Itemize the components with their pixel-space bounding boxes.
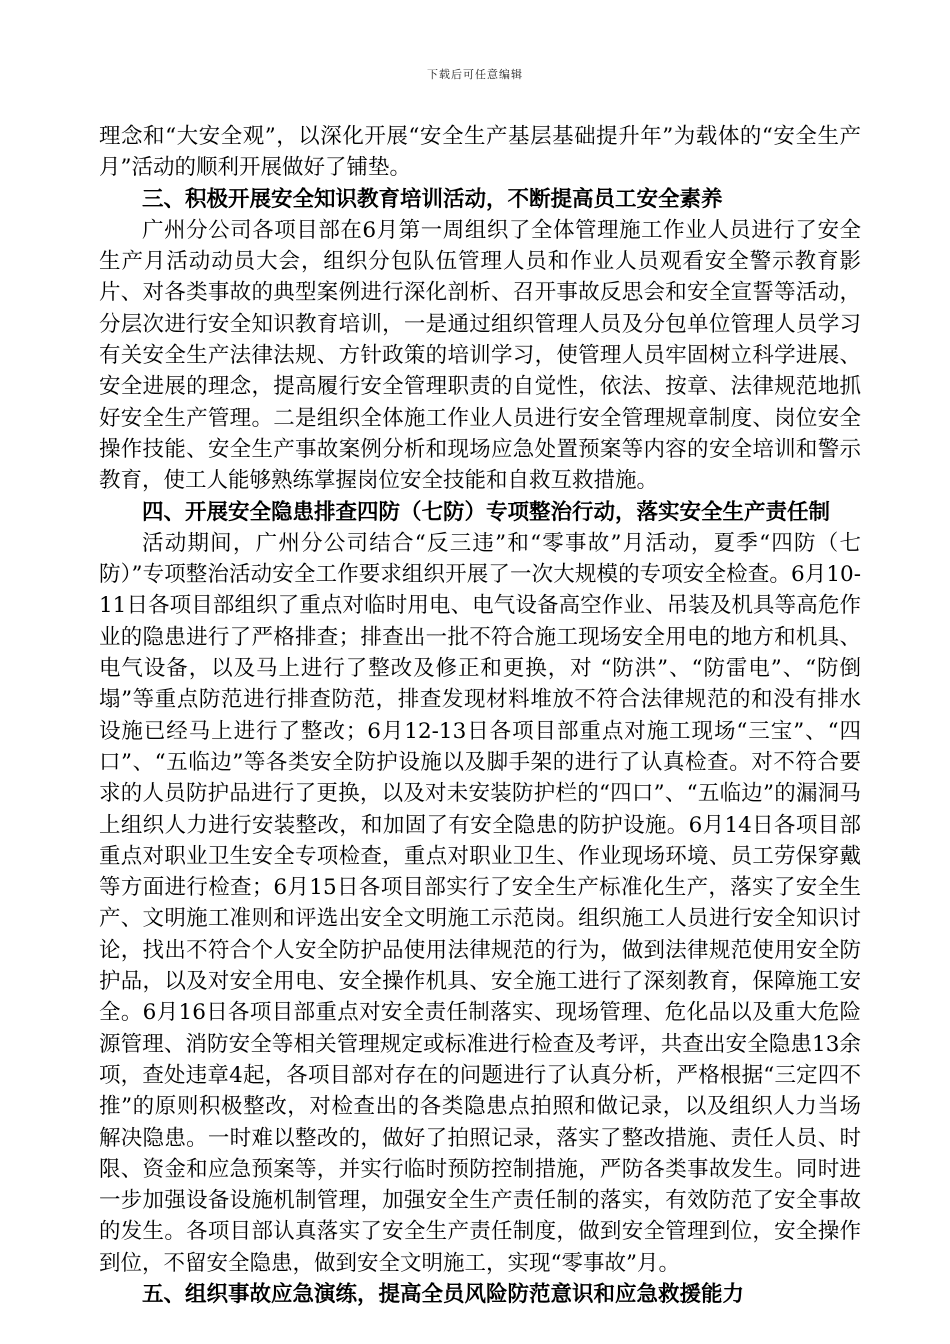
- paragraph-continuation: 理念和“大安全观”，以深化开展“安全生产基层基础提升年”为载体的“安全生产月”活动的顺利开展做好了铺垫。: [99, 124, 861, 181]
- page-header: 下载后可任意编辑: [427, 68, 523, 81]
- section-heading-5: 五、组织事故应急演练，提高全员风险防范意识和应急救援能力: [142, 1281, 745, 1307]
- paragraph-training: 广州分公司各项目部在6月第一周组织了全体管理施工作业人员进行了安全生产月活动动员大会，组织分包队伍管理人员和作业人员观看安全警示教育影片、对各类事故的典型案例进行深化剖析、召开事故反思会和安全宣誓等活动，分层次进行安全知识教育培训，一是通过组织管理人员及分包单位管理人员学习有关安全生产法律法规、方针政策的培训学习，使管理人员牢固树立科学进展、安全进展的理念，提高履行安全管理职责的自觉性，依法、按章、法律规范地抓好安全生产管理。二是组织全体施工作业人员进行安全管理规章制度、岗位安全操作技能、安全生产事故案例分析和现场应急处置预案等内容的安全培训和警示教育，使工人能够熟练掌握岗位安全技能和自救互救措施。: [99, 217, 861, 494]
- section-heading-4: 四、开展安全隐患排查四防（七防）专项整治行动，落实安全生产责任制: [142, 499, 831, 525]
- paragraph-inspection: 活动期间，广州分公司结合“反三违”和“零事故”月活动，夏季“四防（七防）”专项整治活动安全工作要求组织开展了一次大规模的专项安全检查。6月10-11日各项目部组织了重点对临时用电、电气设备高空作业、吊装及机具等高危作业的隐患进行了严格排查；排查出一批不符合施工现场安全用电的地方和机具、电气设备，以及马上进行了整改及修正和更换，对 “防洪”、“防雷电”、“防倒塌”等重点防范进行排查防范，排查发现材料堆放不符合法律规范的和没有排水设施已经马上进行了整改；6月12-13日各项目部重点对施工现场“三宝”、“四口”、“五临边”等各类安全防护设施以及脚手架的进行了认真检查。对不符合要求的人员防护品进行了更换，以及对未安装防护栏的“四口”、“五临边”的漏洞马上组织人力进行安装整改，和加固了有安全隐患的防护设施。6月14日各项目部重点对职业卫生安全专项检查，重点对职业卫生、作业现场环境、员工劳保穿戴等方面进行检查；6月15日各项目部实行了安全生产标准化生产，落实了安全生产、文明施工准则和评选出安全文明施工示范岗。组织施工人员进行安全知识讨论，找出不符合个人安全防护品使用法律规范的行为，做到法律规范使用安全防护品，以及对安全用电、安全操作机具、安全施工进行了深刻教育，保障施工安全。6月16日各项目部重点对安全责任制落实、现场管理、危化品以及重大危险源管理、消防安全等相关管理规定或标准进行检查及考评，共查出安全隐患13余项，查处违章4起，各项目部对存在的问题进行了认真分析，严格根据“三定四不推”的原则积极整改，对检查出的各类隐患点拍照和做记录，以及组织人力当场解决隐患。一时难以整改的，做好了拍照记录，落实了整改措施、责任人员、时限、资金和应急预案等，并实行临时预防控制措施，严防各类事故发生。同时进一步加强设备设施机制管理，加强安全生产责任制的落实，有效防范了安全事故的发生。各项目部认真落实了安全生产责任制度，做到安全管理到位，安全操作到位，不留安全隐患，做到安全文明施工，实现“零事故”月。: [99, 530, 861, 1276]
- section-heading-3: 三、积极开展安全知识教育培训活动，不断提高员工安全素养: [142, 186, 723, 212]
- document-body: [99, 121, 861, 1310]
